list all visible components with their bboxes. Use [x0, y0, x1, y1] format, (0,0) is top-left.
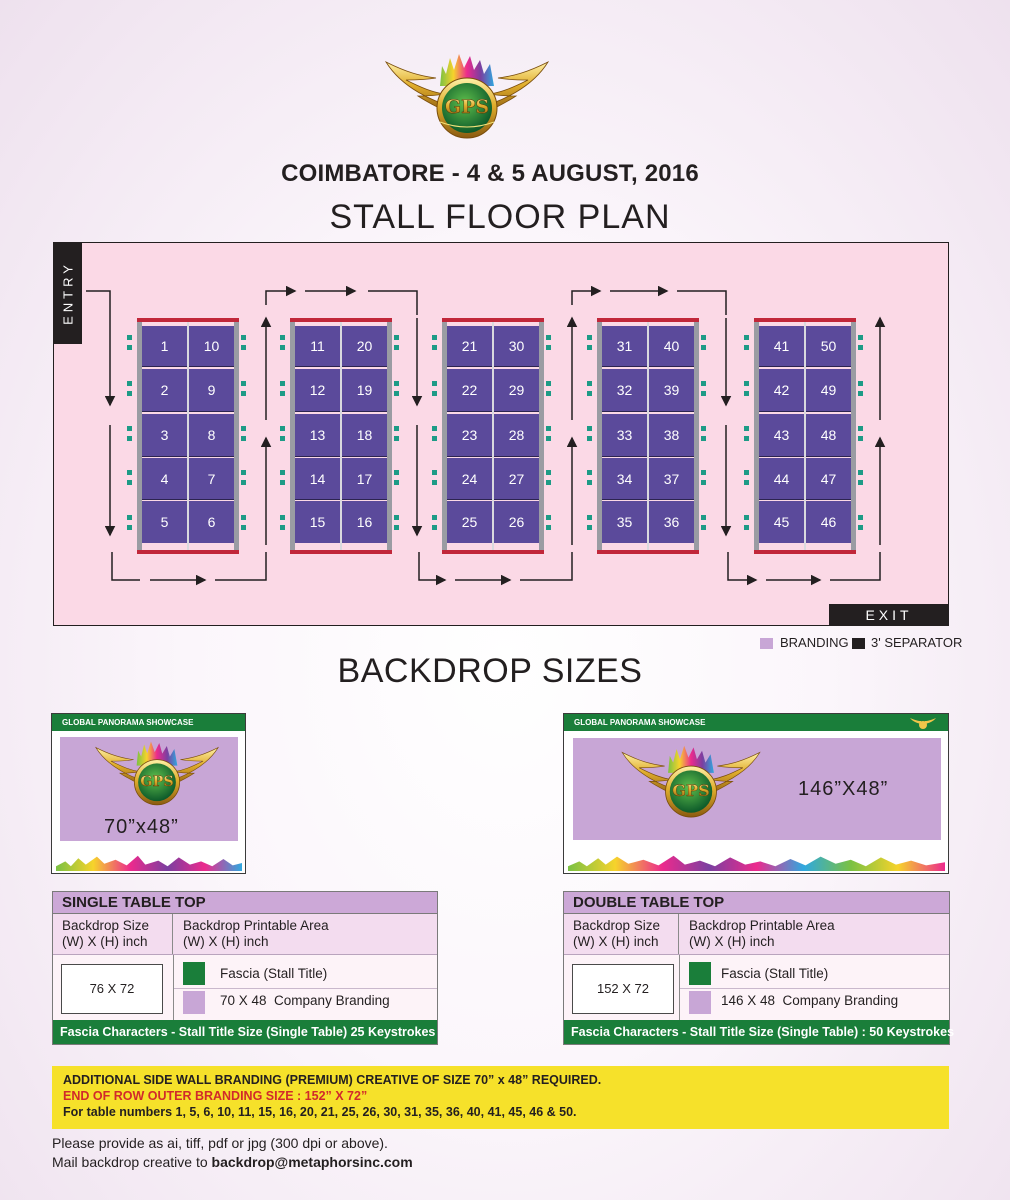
- mail-note: Mail backdrop creative to backdrop@metaphorsinc.com: [52, 1154, 413, 1170]
- separator-marker: [858, 436, 863, 441]
- double-size-label: 146”X48”: [798, 778, 889, 800]
- stall-11: 11: [295, 326, 340, 367]
- separator-marker: [394, 480, 399, 485]
- backdrop-size-value: 152 X 72: [572, 964, 674, 1014]
- separator-marker: [587, 480, 592, 485]
- separator-marker: [127, 391, 132, 396]
- separator-marker: [241, 525, 246, 530]
- stall-23: 23: [447, 414, 492, 457]
- col-printable-area-header: Backdrop Printable Area (W) X (H) inch: [183, 918, 329, 949]
- stall-19: 19: [342, 369, 387, 412]
- separator-marker: [280, 436, 285, 441]
- separator-marker: [280, 381, 285, 386]
- separator-marker: [127, 381, 132, 386]
- stall-2: 2: [142, 369, 187, 412]
- end-bar: [290, 550, 392, 554]
- separator-marker: [744, 515, 749, 520]
- stall-17: 17: [342, 458, 387, 500]
- separator-marker: [394, 426, 399, 431]
- separator-marker: [432, 470, 437, 475]
- stall-7: 7: [189, 458, 234, 500]
- stall-35: 35: [602, 501, 647, 543]
- separator-marker: [546, 515, 551, 520]
- skyline-strip: [56, 855, 242, 871]
- separator-marker: [280, 426, 285, 431]
- separator-marker: [432, 515, 437, 520]
- stall-50: 50: [806, 326, 851, 367]
- stall-32: 32: [602, 369, 647, 412]
- separator-marker: [701, 470, 706, 475]
- separator-marker: [241, 391, 246, 396]
- separator-marker: [744, 525, 749, 530]
- stall-8: 8: [189, 414, 234, 457]
- col-backdrop-size-header: Backdrop Size (W) X (H) inch: [564, 914, 679, 954]
- stall-37: 37: [649, 458, 694, 500]
- notice-line-end-of-row: END OF ROW OUTER BRANDING SIZE : 152” X 72”: [63, 1089, 368, 1103]
- separator-marker: [587, 345, 592, 350]
- separator-marker: [280, 515, 285, 520]
- separator-marker: [546, 426, 551, 431]
- skyline-strip: [568, 855, 945, 871]
- separator-marker: [744, 426, 749, 431]
- table-header-row: [564, 914, 949, 955]
- stall-block: [290, 318, 392, 554]
- stall-45: 45: [759, 501, 804, 543]
- separator-marker: [858, 335, 863, 340]
- separator-marker: [701, 515, 706, 520]
- separator-marker: [701, 381, 706, 386]
- stall-1: 1: [142, 326, 187, 367]
- branding-legend-label: BRANDING: [780, 635, 849, 650]
- separator-marker: [127, 335, 132, 340]
- separator-marker: [744, 480, 749, 485]
- separator-marker: [701, 391, 706, 396]
- separator-marker: [546, 391, 551, 396]
- stall-30: 30: [494, 326, 539, 367]
- separator-marker: [858, 515, 863, 520]
- separator-marker: [280, 470, 285, 475]
- stall-47: 47: [806, 458, 851, 500]
- separator-marker: [701, 436, 706, 441]
- separator-marker: [127, 436, 132, 441]
- end-bar: [597, 550, 699, 554]
- separator-marker: [858, 426, 863, 431]
- separator-marker: [394, 381, 399, 386]
- table-value-row: [564, 955, 949, 1021]
- fascia-swatch: [183, 962, 205, 985]
- stall-15: 15: [295, 501, 340, 543]
- table-title: DOUBLE TABLE TOP: [564, 892, 949, 914]
- stall-5: 5: [142, 501, 187, 543]
- branding-swatch: [760, 638, 773, 649]
- separator-marker: [280, 525, 285, 530]
- separator-marker: [587, 470, 592, 475]
- plan-title: STALL FLOOR PLAN: [329, 198, 671, 236]
- separator-marker: [394, 345, 399, 350]
- separator-marker: [546, 470, 551, 475]
- end-bar: [754, 550, 856, 554]
- exit-label: EXIT: [829, 604, 949, 626]
- notice-line-side-wall: ADDITIONAL SIDE WALL BRANDING (PREMIUM) CREATIVE OF SIZE 70” x 48” REQUIRED.: [63, 1073, 602, 1087]
- separator-marker: [280, 335, 285, 340]
- separator-marker: [701, 480, 706, 485]
- separator-marker: [546, 345, 551, 350]
- backdrop-logo: [92, 740, 222, 820]
- separator-marker: [546, 381, 551, 386]
- separator-marker: [546, 480, 551, 485]
- single-backdrop-preview: [51, 713, 246, 874]
- contact-email-link[interactable]: backdrop@metaphorsinc.com: [211, 1154, 413, 1170]
- mini-wings-icon: [910, 718, 936, 730]
- stall-38: 38: [649, 414, 694, 457]
- stall-14: 14: [295, 458, 340, 500]
- separator-marker: [127, 480, 132, 485]
- separator-marker: [394, 335, 399, 340]
- stall-31: 31: [602, 326, 647, 367]
- separator-marker: [701, 426, 706, 431]
- separator-marker: [744, 470, 749, 475]
- stall-13: 13: [295, 414, 340, 457]
- separator-marker: [241, 515, 246, 520]
- table-footer: Fascia Characters - Stall Title Size (Single Table) : 50 Keystrokes: [564, 1020, 949, 1044]
- separator-marker: [858, 470, 863, 475]
- separator-marker: [744, 391, 749, 396]
- separator-marker: [280, 391, 285, 396]
- logo-text: GPS: [444, 96, 490, 118]
- separator-marker: [241, 381, 246, 386]
- svg-text:GPS: GPS: [672, 780, 710, 800]
- separator-marker: [744, 335, 749, 340]
- stall-25: 25: [447, 501, 492, 543]
- stall-block: [137, 318, 239, 554]
- stall-9: 9: [189, 369, 234, 412]
- branding-swatch: [689, 991, 711, 1014]
- separator-marker: [858, 381, 863, 386]
- separator-marker: [701, 525, 706, 530]
- backdrop-bar-title: GLOBAL PANORAMA SHOWCASE: [52, 714, 245, 731]
- separator-marker: [432, 391, 437, 396]
- branding-label: 70 X 48 Company Branding: [220, 993, 390, 1008]
- backdrop-size-value: 76 X 72: [61, 964, 163, 1014]
- stall-3: 3: [142, 414, 187, 457]
- stall-block: [597, 318, 699, 554]
- stall-4: 4: [142, 458, 187, 500]
- separator-marker: [546, 525, 551, 530]
- separator-marker: [546, 335, 551, 340]
- separator-marker: [280, 345, 285, 350]
- separator-marker: [394, 391, 399, 396]
- table-value-row: [53, 955, 437, 1021]
- separator-marker: [241, 480, 246, 485]
- stall-block: [754, 318, 856, 554]
- branding-swatch: [183, 991, 205, 1014]
- col-backdrop-size-header: Backdrop Size (W) X (H) inch: [53, 914, 173, 954]
- svg-text:GPS: GPS: [140, 774, 174, 791]
- end-bar: [137, 550, 239, 554]
- separator-marker: [127, 345, 132, 350]
- stall-42: 42: [759, 369, 804, 412]
- separator-marker: [858, 525, 863, 530]
- separator-marker: [127, 426, 132, 431]
- table-header-row: [53, 914, 437, 955]
- separator-marker: [394, 525, 399, 530]
- separator-marker: [394, 470, 399, 475]
- stall-21: 21: [447, 326, 492, 367]
- branding-notice: [52, 1066, 949, 1129]
- stall-49: 49: [806, 369, 851, 412]
- backdrop-logo: [602, 744, 780, 834]
- separator-marker: [587, 426, 592, 431]
- separator-marker: [241, 335, 246, 340]
- notice-line-table-numbers: For table numbers 1, 5, 6, 10, 11, 15, 16, 20, 21, 25, 26, 30, 31, 35, 36, 40, 41, 45, 46 & 50.: [63, 1105, 577, 1119]
- separator-marker: [241, 470, 246, 475]
- separator-marker: [858, 480, 863, 485]
- event-line: COIMBATORE - 4 & 5 AUGUST, 2016: [281, 160, 699, 187]
- separator-marker: [280, 480, 285, 485]
- separator-marker: [587, 335, 592, 340]
- col-printable-area-header: Backdrop Printable Area (W) X (H) inch: [689, 918, 835, 949]
- file-format-note: Please provide as ai, tiff, pdf or jpg (300 dpi or above).: [52, 1135, 388, 1151]
- separator-marker: [744, 345, 749, 350]
- separator-marker: [858, 345, 863, 350]
- stall-28: 28: [494, 414, 539, 457]
- stall-10: 10: [189, 326, 234, 367]
- table-footer: Fascia Characters - Stall Title Size (Single Table) 25 Keystrokes: [53, 1020, 437, 1044]
- stall-22: 22: [447, 369, 492, 412]
- stall-36: 36: [649, 501, 694, 543]
- separator-marker: [432, 480, 437, 485]
- stall-34: 34: [602, 458, 647, 500]
- separator-marker: [241, 426, 246, 431]
- stall-12: 12: [295, 369, 340, 412]
- stall-29: 29: [494, 369, 539, 412]
- stall-48: 48: [806, 414, 851, 457]
- separator-marker: [432, 436, 437, 441]
- backdrop-title: BACKDROP SIZES: [337, 652, 643, 690]
- stall-27: 27: [494, 458, 539, 500]
- stall-24: 24: [447, 458, 492, 500]
- backdrop-bar-title: GLOBAL PANORAMA SHOWCASE: [564, 714, 948, 731]
- fascia-label: Fascia (Stall Title): [721, 966, 829, 981]
- fascia-label: Fascia (Stall Title): [220, 966, 328, 981]
- fascia-swatch: [689, 962, 711, 985]
- stall-20: 20: [342, 326, 387, 367]
- separator-marker: [744, 436, 749, 441]
- entry-label: ENTRY: [53, 242, 82, 344]
- separator-marker: [587, 525, 592, 530]
- separator-marker: [587, 381, 592, 386]
- stall-33: 33: [602, 414, 647, 457]
- gps-logo: [384, 52, 550, 158]
- separator-marker: [744, 381, 749, 386]
- table-title: SINGLE TABLE TOP: [53, 892, 437, 914]
- double-table-spec: [563, 891, 955, 1045]
- stall-43: 43: [759, 414, 804, 457]
- separator-marker: [587, 391, 592, 396]
- separator-marker: [432, 381, 437, 386]
- separator-marker: [432, 345, 437, 350]
- stall-46: 46: [806, 501, 851, 543]
- separator-marker: [241, 345, 246, 350]
- single-size-label: 70”x48”: [104, 816, 179, 838]
- stall-16: 16: [342, 501, 387, 543]
- stall-40: 40: [649, 326, 694, 367]
- separator-marker: [432, 525, 437, 530]
- separator-marker: [241, 436, 246, 441]
- separator-swatch: [852, 638, 865, 649]
- stall-block: [442, 318, 544, 554]
- stall-18: 18: [342, 414, 387, 457]
- single-table-spec: [52, 891, 438, 1045]
- separator-marker: [127, 525, 132, 530]
- stall-44: 44: [759, 458, 804, 500]
- separator-marker: [432, 335, 437, 340]
- separator-marker: [546, 436, 551, 441]
- separator-marker: [701, 335, 706, 340]
- separator-marker: [127, 470, 132, 475]
- stall-39: 39: [649, 369, 694, 412]
- separator-marker: [127, 515, 132, 520]
- branding-label: 146 X 48 Company Branding: [721, 993, 899, 1008]
- stall-41: 41: [759, 326, 804, 367]
- separator-marker: [587, 515, 592, 520]
- separator-marker: [858, 391, 863, 396]
- stall-6: 6: [189, 501, 234, 543]
- separator-marker: [587, 436, 592, 441]
- double-backdrop-preview: [563, 713, 949, 874]
- submission-notes: [52, 1134, 413, 1172]
- end-bar: [442, 550, 544, 554]
- separator-marker: [432, 426, 437, 431]
- separator-marker: [394, 436, 399, 441]
- separator-marker: [394, 515, 399, 520]
- separator-legend-label: 3' SEPARATOR: [871, 635, 963, 650]
- stall-26: 26: [494, 501, 539, 543]
- separator-marker: [701, 345, 706, 350]
